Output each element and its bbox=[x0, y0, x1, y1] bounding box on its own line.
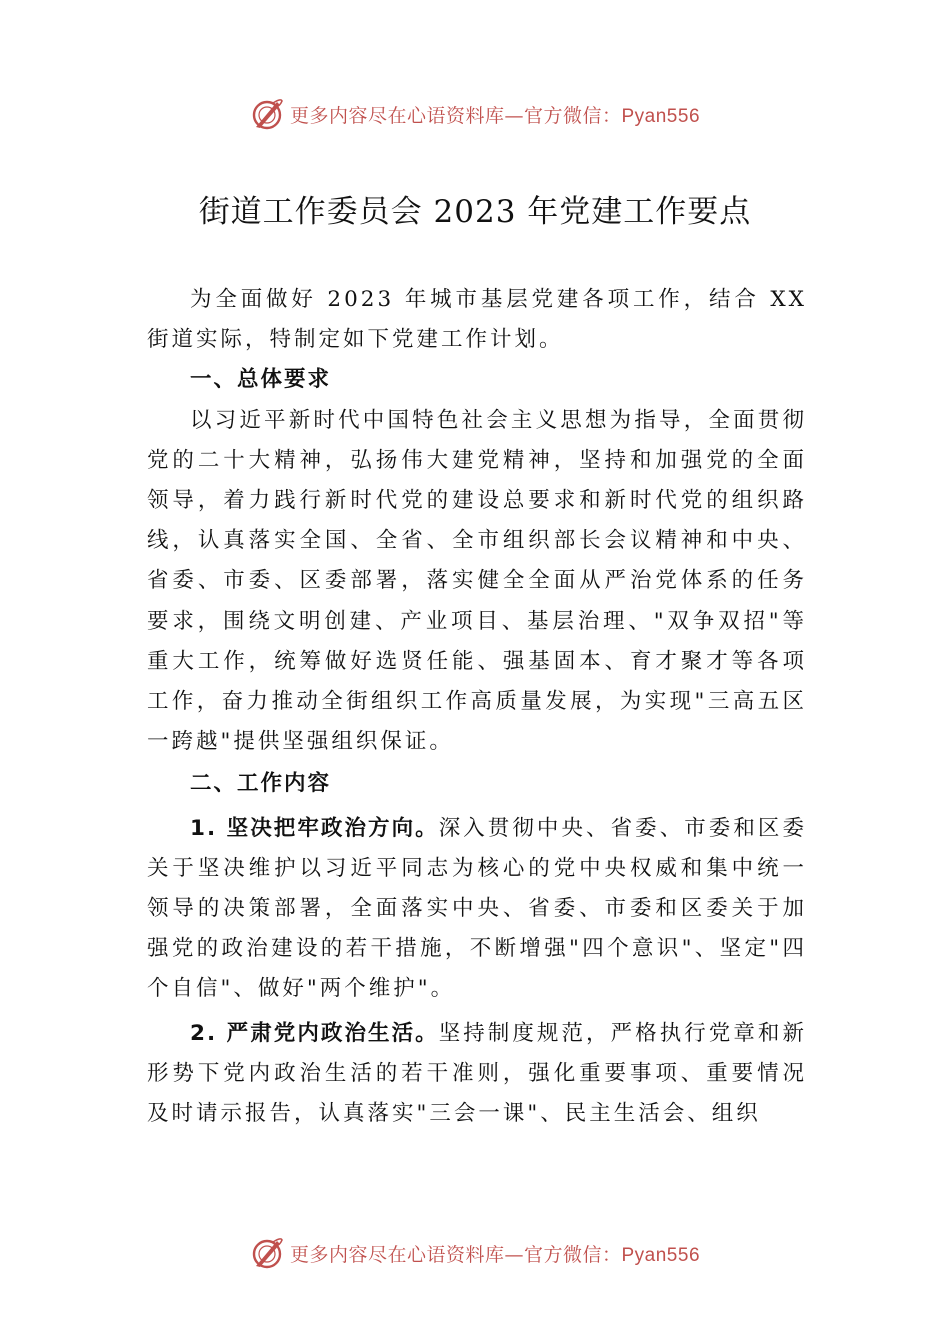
quill-seal-icon bbox=[250, 97, 284, 131]
banner-text: 更多内容尽在心语资料库—官方微信：Pyan556 bbox=[289, 104, 701, 127]
section1-paragraph: 以习近平新时代中国特色社会主义思想为指导，全面贯彻党的二十大精神，弘扬伟大建党精神，坚持和加强党的全面领导，着力践行新时代党的建设总要求和新时代党的组织路线，认真落实全国、全省、全市组织部长会议精神和中央、省委、市委、区委部署，落实健全全面从严治党体系的任务要求，围绕文明创建、产业项目、基层治理、"双争双招"等重大工作，统筹做好选贤任能、强基固本、育才聚才等各项工作，奋力推动全街组织工作高质量发展，为实现"三高五区一跨越"提供坚强组织保证。 bbox=[147, 407, 807, 755]
item-1-lead: 1. 坚决把牢政治方向。 bbox=[190, 815, 439, 841]
footer-banner bbox=[0, 1233, 950, 1273]
document-body bbox=[147, 280, 807, 1134]
quill-seal-icon bbox=[250, 1236, 284, 1270]
item-1-paragraph bbox=[147, 809, 807, 1010]
banner-text: 更多内容尽在心语资料库—官方微信：Pyan556 bbox=[289, 1243, 701, 1266]
wechat-account: Pyan556 bbox=[621, 1244, 701, 1266]
item-2-lead: 2. 严肃党内政治生活。 bbox=[190, 1020, 439, 1046]
item-1-body: 深入贯彻中央、省委、市委和区委关于坚决维护以习近平同志为核心的党中央权威和集中统一领导的决策部署，全面落实中央、省委、市委和区委关于加强党的政治建设的若干措施，不断增强"四个意识"、坚定"四个自信"、做好"两个维护"。 bbox=[147, 815, 807, 1002]
item-2-body: 坚持制度规范，严格执行党章和新形势下党内政治生活的若干准则，强化重要事项、重要情况及时请示报告，认真落实"三会一课"、民主生活会、组织 bbox=[147, 1020, 807, 1127]
intro-paragraph: 为全面做好 2023 年城市基层党建各项工作，结合 XX 街道实际，特制定如下党建工作计划。 bbox=[147, 287, 807, 353]
section-heading-2: 二、工作内容 bbox=[190, 771, 332, 797]
document-title: 街道工作委员会 2023 年党建工作要点 bbox=[198, 194, 752, 230]
wechat-account: Pyan556 bbox=[621, 105, 701, 127]
header-banner bbox=[0, 94, 950, 134]
section-heading-1: 一、总体要求 bbox=[190, 367, 332, 393]
item-2-paragraph bbox=[147, 1014, 807, 1135]
